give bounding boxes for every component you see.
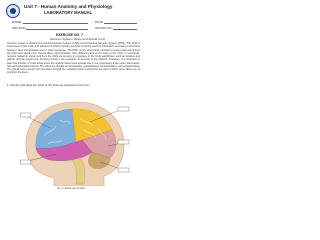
- exercise-subtitle: Nervous System: Brain and Spinal Cord: [50, 37, 105, 41]
- label-box-1: [21, 113, 31, 117]
- date-label: DATE:: [95, 20, 104, 24]
- exercise-heading: EXERCISE NO. 7: [56, 33, 83, 37]
- label-box-3: [118, 140, 129, 144]
- manual-title: Unit 7 - Human Anatomy and Physiology: [24, 4, 113, 9]
- label-box-4: [21, 160, 31, 164]
- brain-diagram-svg: [20, 100, 130, 186]
- date-line[interactable]: [104, 23, 137, 24]
- name-label: NAME:: [12, 20, 22, 24]
- label-box-2: [118, 107, 129, 111]
- instruction-text: 1. Identify and label the parts of the brain as indicated in the box.: [7, 83, 90, 87]
- brain-figure: [20, 100, 130, 186]
- school-logo: [6, 4, 20, 18]
- group-label: GROUP NO.:: [95, 25, 114, 30]
- intro-paragraph: Nervous system is divided into Central Nervous System (CNS) and Peripheral Nervous System (PNS). The CNS is composed of your brain and spinal cord which primarily interpret incoming sensory information and issue instructions based on their interpretation and on past experience. The PNS, on the other hand, consists of nerves that extend from the brain and spinal cord. Nerves allow communication from different parts of the body to the CNS. In neurologic, neurons related to spinal cord from the CNS are sensory & responses in the body parts/lobes, such as muscles and glands, and the spinal cord. Sensory neurons, the receptors, to neurons in the network. Therefore, it is important to learn the location of brain lobes since the specific lobes have special role in our processing & the entire information, how and generalized stimuli. The lobes are divided as frontal lobes, parietal lobes, temporal lobes, and occipital lobes. The spinal cord extends from the brain through the vertebral column and forms the part in which nerve fibers run to and from the brain.: [7, 42, 140, 75]
- manual-subtitle: LABORATORY MANUAL: [44, 9, 93, 15]
- figure-caption: Fig. 1 Lateral view of brain: [57, 187, 86, 190]
- group-line[interactable]: [113, 29, 137, 30]
- lab-manual-page: [0, 0, 149, 198]
- section-line[interactable]: [26, 29, 88, 30]
- name-line[interactable]: [23, 23, 88, 24]
- section-label: SECTION:: [12, 25, 27, 30]
- label-box-5: [118, 168, 129, 172]
